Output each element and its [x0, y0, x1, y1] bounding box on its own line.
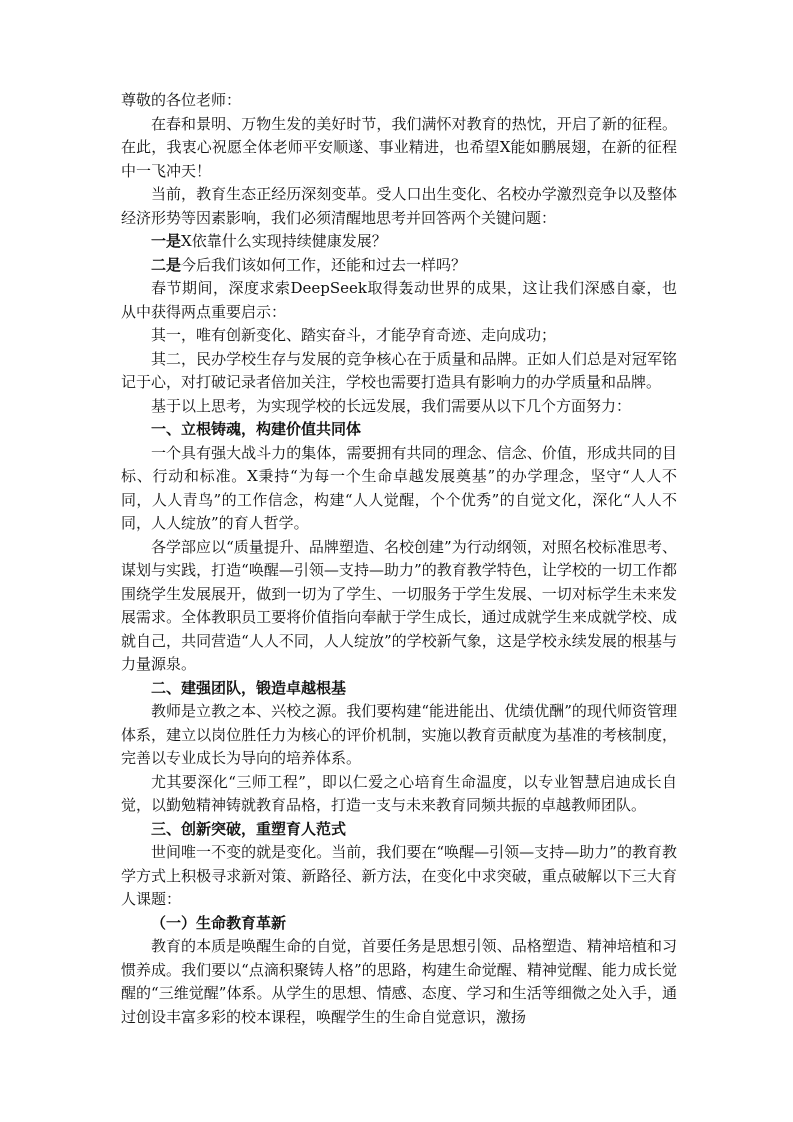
- paragraph-insight-one: 其一，唯有创新变化、踏实奋斗，才能孕育奇迹、走向成功；: [151, 326, 557, 344]
- question-two: [121, 254, 677, 278]
- section-heading-one: 一、立根铸魂，构建价值共同体: [151, 420, 362, 438]
- paragraph-innovation: 世间唯一不变的就是变化。当前，我们要在“唤醒—引领—支持—助力”的教育教学方式上积极寻求新对策、新路径、新方法，在变化中求突破，重点破解以下三大育人课题：: [121, 843, 677, 908]
- section-heading-two: 二、建强团队，锻造卓越根基: [151, 678, 347, 697]
- paragraph-teachers: 教师是立教之本、兴校之源。我们要构建“能进能出、优绩优酬”的现代师资管理体系，建立以岗位胜任力为核心的评价机制，实施以教育贡献度为基准的考核制度，完善以专业成长为导向的培养体系。: [121, 702, 677, 767]
- question-two-text: 今后我们该如何工作，还能和过去一样吗？: [181, 255, 467, 274]
- paragraph-insight-two: 其二，民办学校生存与发展的竞争核心在于质量和品牌。正如人们总是对冠军铭记于心，对打破记录者倍加关注，学校也需要打造具有影响力的办学质量和品牌。: [121, 349, 677, 391]
- question-one-text: X依靠什么实现持续健康发展？: [181, 232, 387, 250]
- salutation: 尊敬的各位老师：: [121, 91, 242, 109]
- question-two-label: 二是: [151, 255, 182, 274]
- section-heading-three: 三、创新突破，重塑育人范式: [151, 819, 347, 838]
- question-one-label: 一是: [151, 232, 182, 250]
- paragraph-opening: 在春和景明、万物生发的美好时节，我们满怀对教育的热忱，开启了新的征程。在此，我衷心祝愿全体老师平安顺遂、事业精进，也希望X能如鹏展翅，在新的征程中一飞冲天！: [121, 114, 677, 180]
- paragraph-life-education: 教育的本质是唤醒生命的自觉，首要任务是思想引领、品格塑造、精神培植和习惯养成。我们要以“点滴积聚铸人格”的思路，构建生命觉醒、精神觉醒、能力成长觉醒的“三维觉醒”体系。从学生的思想、情感、态度、学习和生活等细微之处入手，通过创设丰富多彩的校本课程，唤醒学生的生命自觉意识，激扬: [121, 937, 677, 1026]
- question-one: [121, 230, 677, 254]
- paragraph-deepseek: 春节期间，深度求索DeepSeek取得轰动世界的成果，这让我们深感自豪，也从中获得两点重要启示：: [121, 279, 677, 321]
- paragraph-efforts-intro: 基于以上思考，为实现学校的长远发展，我们需要从以下几个方面努力：: [151, 396, 632, 415]
- paragraph-values: 一个具有强大战斗力的集体，需要拥有共同的理念、信念、价值，形成共同的目标、行动和标准。X秉持“为每一个生命卓越发展奠基”的办学理念，坚守“人人不同，人人青鸟”的工作信念，构建“人人觉醒，个个优秀”的自觉文化，深化“人人不同，人人绽放”的育人哲学。: [121, 443, 677, 532]
- sub-heading-life-education: （一）生命教育革新: [151, 913, 287, 932]
- paragraph-three-teacher-project: 尤其要深化“三师工程”，即以仁爱之心培育生命温度，以专业智慧启迪成长自觉，以勤勉精神铸就教育品格，打造一支与未来教育同频共振的卓越教师团队。: [121, 772, 677, 814]
- paragraph-context: 当前，教育生态正经历深刻变革。受人口出生变化、名校办学激烈竞争以及整体经济形势等因素影响，我们必须清醒地思考并回答两个关键问题：: [121, 185, 677, 227]
- paragraph-departments: 各学部应以“质量提升、品牌塑造、名校创建”为行动纲领，对照名校标准思考、谋划与实践，打造“唤醒—引领—支持—助力”的教育教学特色，让学校的一切工作都围绕学生发展展开，做到一切为了学生、一切服务于学生发展、一切对标学生未来发展需求。全体教职员工要将价值指向奉献于学生成长，通过成就学生来成就学校、成就自己，共同营造“人人不同，人人绽放”的学校新气象，这是学校永续发展的根基与力量源泉。: [121, 537, 677, 673]
- document-page: [121, 89, 677, 1029]
